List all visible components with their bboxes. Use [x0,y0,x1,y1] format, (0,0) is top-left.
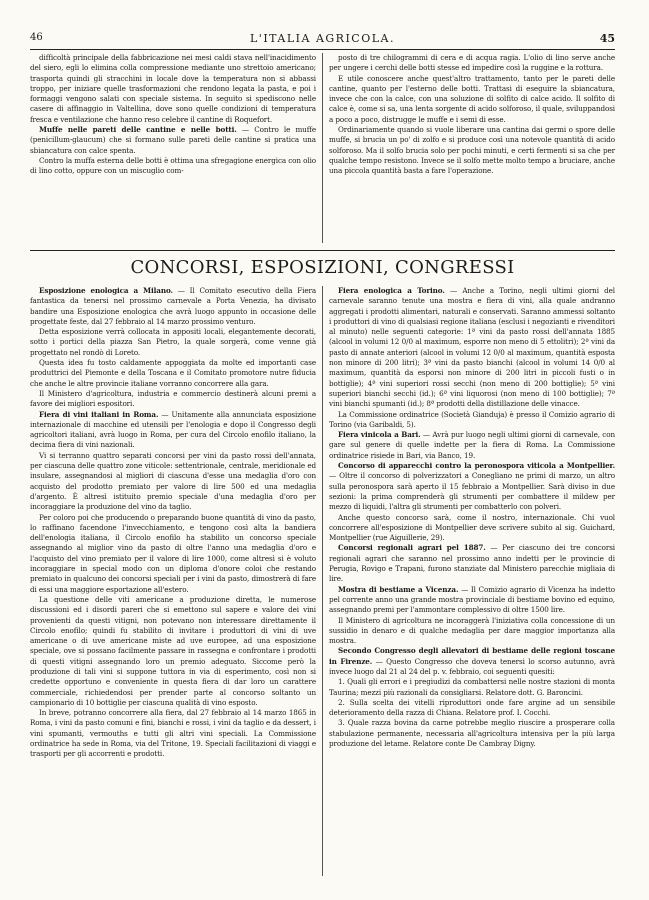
paragraph-text: — Oltre il concorso di polverizzatori a Conegliano ne primi di marzo, un altro sulla peronospora sarà aperto il 15 febbraio a Montpellier. Sarà diviso in due sezioni: la prima comprenderà gli strumenti per combattere il mildew per mezzo di liquidi, l'altra gli strumenti per combatterlo con polveri. [329,471,615,512]
paragraph-text: — Il Comitato esecutivo della Fiera fantastica da tenersi nel prossimo carnevale a Porta Venezia, ha divisato bandire una Esposizione enologica che avrà luogo appunto in occasione delle progettate feste, dal 27 febbraio al 14 marzo prossimo venturo. [30,286,317,326]
paragraph-text: La questione delle viti americane a produzione diretta, le numerose discussioni ed i disordi pareri che si emettono sul sapere e valore dei vini provenienti da questi vitigni, non potevano non interessare direttamente il Circolo enofilo; quindi fu stabilito di invitare i produttori di vini di uve americane o di uve americane miste ad uve europee, ad una esposizione speciale, ove si possano facilmente passare in rassegna e confrontare i prodotti di questi vitigni assegnando loro un premio adeguato. Siccome però la produzione di tali vini si suppone tuttora in via di esperimento, così non si credette opportuno e conveniente in questa fiera di dar loro un carattere commerciale, richiedendosi per prender parte al concorso soltanto un campionario di 10 bottiglie per ciascuna qualità di vino esposto. [30,594,316,707]
paragraph [30,358,316,389]
paragraph-text: difficoltà principale della fabbricazione nei mesi caldi stava nell'inacidimento del siero, egli lo elimina colla compressione mediante uno strettoio americano; trasporta quindi gli stracchini in locale dove la temperatura non si abbassi troppo, per iniziare quelle trasformazioni che rendono legata la pasta, e poi i formaggi vengono salati con speciale sistema. In seguito si spediscono nelle casere di affinaggio in Valtellina, dove sono quelle condizioni di temperatura fresca e ventilazione che hanno reso celebre il cantine di Roquefort. [30,53,316,124]
paragraph-text: 1. Quali gli errori e i pregiudizi da combattersi nelle nostre stazioni di monta Taurina; mezzi più razionali da consigliarsi. Relatore dott. G. Baroncini. [329,677,615,697]
paragraph-text: — Contro le muffe (penicillum-glaucum) che si formano sulle pareti delle cantine si pratica una sbiancatura con calce spenta. [30,125,316,155]
paragraph [329,513,615,544]
paragraph-text: Detta esposizione verrà collocata in appositi locali, elegantemente decorati, sotto i portici della piazza San Pietro, la quale sorgerà, come venne già progettato nel rondò di Loreto. [30,327,316,357]
paragraph [30,156,316,177]
paragraph-text: Il Ministero di agricoltura ne incoraggerà l'iniziativa colla concessione di un sussidio in denaro e di qualche medaglia per dare maggior importanza alla mostra. [329,615,615,646]
page-number: 45 [599,32,615,45]
paragraph [329,461,615,512]
paragraph-text: 3. Quale razza bovina da carne potrebbe meglio riuscire a prosperare colla stabulazione permanente, necessaria all'agricoltura intensiva per la più larga produzione del letame. Relatore conte De Cambray Digny. [329,718,615,749]
paragraph-text: La Commissione ordinatrice (Società Gianduja) è presso il Comizio agrario di Torino (via Garibaldi, 5). [329,409,615,429]
paragraph [30,410,316,451]
article-heading: Concorsi regionali agrari pel 1887. [338,543,486,553]
article-heading: Fiera vinicola a Bari. [338,430,421,440]
paragraph-text: Per coloro poi che producendo o preparando buone quantità di vino da pasto, lo raffinano facendone l'invecchiamento, e tengono così alta la bandiera dell'enologia italiana, il Circolo enofilo ha stabilito un concorso speciale assegnando al miglior vino da pasto di oltre l'anno una medaglia d'oro e l'acquisto del vino premiato per il valore di lire 1000, come altresì si è voluto incoraggiare in special modo con un diploma d'onore coloi che restando premiato in qualcuno dei concorsi speciali per i vini da pasto, dimostrerà di fare di essi una maggiore esportazione all'estero. [30,512,316,594]
paragraph-text: Vi si terranno quattro separati concorsi per vini da pasto rossi dell'annata, per ciascuna delle quattro zone viticole: settentrionale, centrale, meridionale ed insulare, assegnandosi al migliori di ciascuna d'esse una medaglia d'oro con acquisto del prodotto premiato per valore di lire 500 ed una medaglia d'argento. È altresì istituito premio speciale d'una medaglia d'oro per incoraggiare la produzione del vino da taglio. [30,450,316,512]
section-rule [30,250,615,251]
paragraph [329,410,615,431]
top-left-column [30,53,316,177]
paragraph-text: — Anche a Torino, negli ultimi giorni del carnevale saranno tenute una mostra e fiera di vini, alla quale andranno aggregati i prodotti alimentari, naturali e conservati. Saranno ammessi soltanto i produttori di vino di qualsiasi regione italiana (esclusi i negozianti e rivenditori al minuto) nelle seguenti categorie: 1ª vini da pasto rossi dell'annata 1885 (alcool in volumi 12 0/0 al maximum, esporre non meno di 5 ettolitri); 2ª vini da pasto di annate anteriori (alcool in volumi 12 0/0 al maximum, quantità esposta non minore di 200 litri); 3ª vini da pasto bianchi (alcool in volumi 14 0/0 al maximum, quantità da esporsi non minore di 200 litri in piccoli fusti o in bottiglie); 4ª vini superiori rossi secchi (non meno di 200 bottiglie); 5ª vini superiori bianchi secchi (id.); 6ª vini liquorosi (non meno di 100 bottiglie); 7ª vini bianchi spumanti (id.); 8ª prodotti della distillazione delle vinacce. [329,286,615,409]
article-heading: Secondo Congresso degli allevatori di bestiame delle regioni toscane in Firenze. [329,646,615,666]
paragraph [329,646,615,677]
header-rule [30,49,615,50]
paragraph [329,543,615,584]
paragraph [329,286,615,410]
paragraph-text: — Unitamente alla annunciata esposizione internazionale di macchine ed utensili per l'enologia e dopo il Congresso degli agricoltori italiani, avrà luogo in Roma, per cura del Circolo enofilo italiano, la decima fiera di vini nazionali. [30,409,317,450]
paragraph [329,677,615,698]
paragraph [30,513,316,595]
bottom-left-column [30,286,316,760]
paragraph [329,125,615,176]
article-heading: Muffe nelle pareti delle cantine e nelle botti. [39,125,237,135]
paragraph [329,698,615,719]
paragraph [30,53,316,125]
paragraph [30,708,316,759]
paragraph [329,53,615,74]
running-title: L'ITALIA AGRICOLA. [250,32,395,45]
paragraph-text: — Avrà pur luogo negli ultimi giorni di carnevale, con gare sul genere di quelle indette per la fiera di Roma. La Commissione ordinatrice risiede in Bari, via Banco, 19. [329,430,615,460]
paragraph [329,430,615,461]
paragraph-text: E utile conoscere anche quest'altro trattamento, tanto per le pareti delle cantine, quanto per l'esterno delle botti. Trattasi di eseguire la sbiancatura, invece che con la calce, con una soluzione di solfito di calce acido. Il solfito di calce è, come si sa, una lenta sorgente di acido solforoso, il quale, sviluppandosi a poco a poco, distrugge le muffe e i semi di esse. [329,73,615,124]
paragraph-text: In breve, potranno concorrere alla fiera, dal 27 febbraio al 14 marzo 1865 in Roma, i vini da pasto comuni e fini, bianchi e rossi, i vini da taglio e da dessert, i vini spumanti, vermouths e tutti gli altri vini speciali. La Commissione ordinatrice ha sede in Roma, via del Tritone, 19. Speciali facilitazioni di viaggi e trasporti per gli accorrenti e prodotti. [30,708,316,759]
paragraph [30,286,316,327]
paragraph-text: — Il Comizio agrario di Vicenza ha indetto pel corrente anno una grande mostra provinciale di bestiame bovino ed equino, assegnando premi per l'ammontare complessivo di oltre 1500 lire. [329,584,615,615]
paragraph [329,585,615,616]
article-heading: Fiera enologica a Torino. [338,286,445,295]
paragraph [30,389,316,410]
column-divider [322,53,323,243]
paragraph [30,451,316,513]
paragraph-text: Anche questo concorso sarà, come il nostro, internazionale. Chi vuol concorrere all'esposizione di Montpellier deve scrivere subito al sig. Guichard, Montpellier (rue Aiguillerie, 29). [329,512,615,543]
section-title: CONCORSI, ESPOSIZIONI, CONGRESSI [130,257,515,278]
paragraph [30,327,316,358]
paragraph-text: Ordinariamente quando si vuole liberare una cantina dai germi o spore delle muffe, si brucia un po' di zolfo e si produce così una notevole quantità di acido solforoso. Ma il solfo brucia solo per pochi minuti, e certi fermenti si sa che per qualche tempo resistono. Invece se il solfo mette molto tempo a bruciare, anche una piccola quantità basta a fare l'operazione. [329,125,615,176]
article-heading: Fiera di vini italiani in Roma. [39,409,159,419]
column-divider [322,286,323,876]
article-heading: Esposizione enologica a Milano. [39,286,173,295]
paragraph [30,595,316,708]
paragraph [30,125,316,156]
paragraph-text: posto di tre chilogrammi di cera e di acqua ragia. L'olio di lino serve anche per ungere i cerchi delle botti stesse ed impedire così la ruggine e la rottura. [329,53,615,73]
paragraph-text: Il Ministero d'agricoltura, industria e commercio destinerà alcuni premi a favore dei migliori espositori. [30,388,316,409]
paragraph-text: — Questo Congresso che doveva tenersi lo scorso autunno, avrà invece luogo dal 21 al 24 del p. v. febbraio, coi seguenti quesiti: [329,656,615,676]
folio-number: 46 [30,32,43,43]
paragraph-text: Questa idea fu tosto caldamente appoggiata da molte ed importanti case produttrici del Piemonte e della Toscana e il Comitato promotore nutre fiducia che anche le altre provincie italiane vorranno concorrere alla gara. [30,358,316,388]
article-heading: Mostra di bestiame a Vicenza. [338,584,459,594]
paragraph-text: 2. Sulla scelta dei vitelli riproduttori onde fare argine ad un sensibile deterioramento della razza di Chiana. Relatore prof. I. Cocchi. [329,697,615,718]
article-heading: Concorso di apparecchi contro la peronospora viticola a Montpellier. [338,461,615,471]
paragraph [329,718,615,749]
page-header [30,32,615,48]
paragraph [329,616,615,647]
paragraph [329,74,615,125]
top-right-column [329,53,615,177]
bottom-right-column [329,286,615,749]
paragraph-text: — Per ciascuno dei tre concorsi regionali agrari che saranno nel prossimo anno indetti per le provincie di Perugia, Rovigo e Trapani, furono stanziate dal Ministero parecchie migliaia di lire. [329,543,616,584]
paragraph-text: Contro la muffa esterna delle botti è ottima una sfregagione energica con olio di lino cotto, oppure con un miscuglio com- [30,155,316,176]
